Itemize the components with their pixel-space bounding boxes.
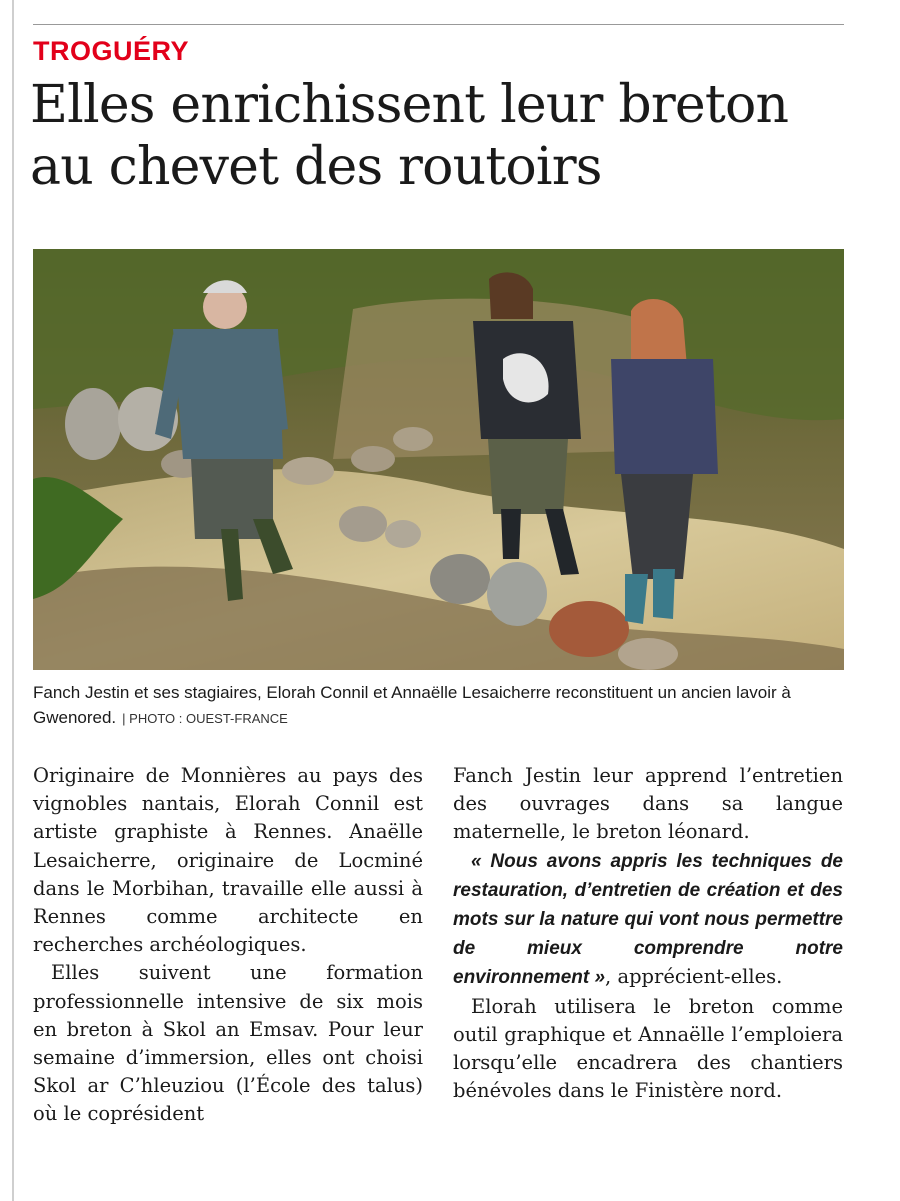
photo-illustration xyxy=(33,249,844,670)
quote-paragraph xyxy=(453,847,843,993)
headline xyxy=(30,74,860,198)
caption-text: Fanch Jestin et ses stagiaires, Elorah Connil et Annaëlle Lesaicherre reconstituent un ancien lavoir à Gwenored. xyxy=(33,683,791,727)
paragraph: Fanch Jestin leur apprend l’entretien des ouvrages dans sa langue maternelle, le breton léonard. xyxy=(453,764,843,844)
photo-credit: | PHOTO : OUEST-FRANCE xyxy=(122,711,288,726)
article-column-right xyxy=(453,762,843,1105)
section-kicker: TROGUÉRY xyxy=(33,36,190,66)
headline-line-1: Elles enrichissent leur breton xyxy=(30,75,789,135)
article-photo xyxy=(33,249,844,670)
quote-attribution: , apprécient-elles. xyxy=(605,965,783,989)
page-edge-rule xyxy=(12,0,14,1201)
headline-line-2: au chevet des routoirs xyxy=(30,137,602,197)
paragraph: Elorah utilisera le breton comme outil graphique et Annaëlle l’emploiera lorsqu’elle encadrera des chantiers bénévoles dans le Finistère nord. xyxy=(453,994,843,1103)
photo-caption xyxy=(33,680,844,731)
paragraph: Originaire de Monnières au pays des vignobles nantais, Elorah Connil est artiste graphiste à Rennes. Anaëlle Lesaicherre, originaire de Locminé dans le Morbihan, travaille elle aussi à Rennes comme architecte en recherches archéologiques. xyxy=(33,764,423,957)
quote: « Nous avons appris les techniques de restauration, d’entretien de création et des mots sur la nature qui vont nous permettre de mieux comprendre notre environnement » xyxy=(453,850,843,989)
article-column-left xyxy=(33,762,423,1129)
section-rule xyxy=(33,24,844,25)
paragraph: Elles suivent une formation professionnelle intensive de six mois en breton à Skol an Emsav. Pour leur semaine d’immersion, elles ont choisi Skol ar C’hleuziou (l’École des talus) où le coprésident xyxy=(33,961,423,1126)
